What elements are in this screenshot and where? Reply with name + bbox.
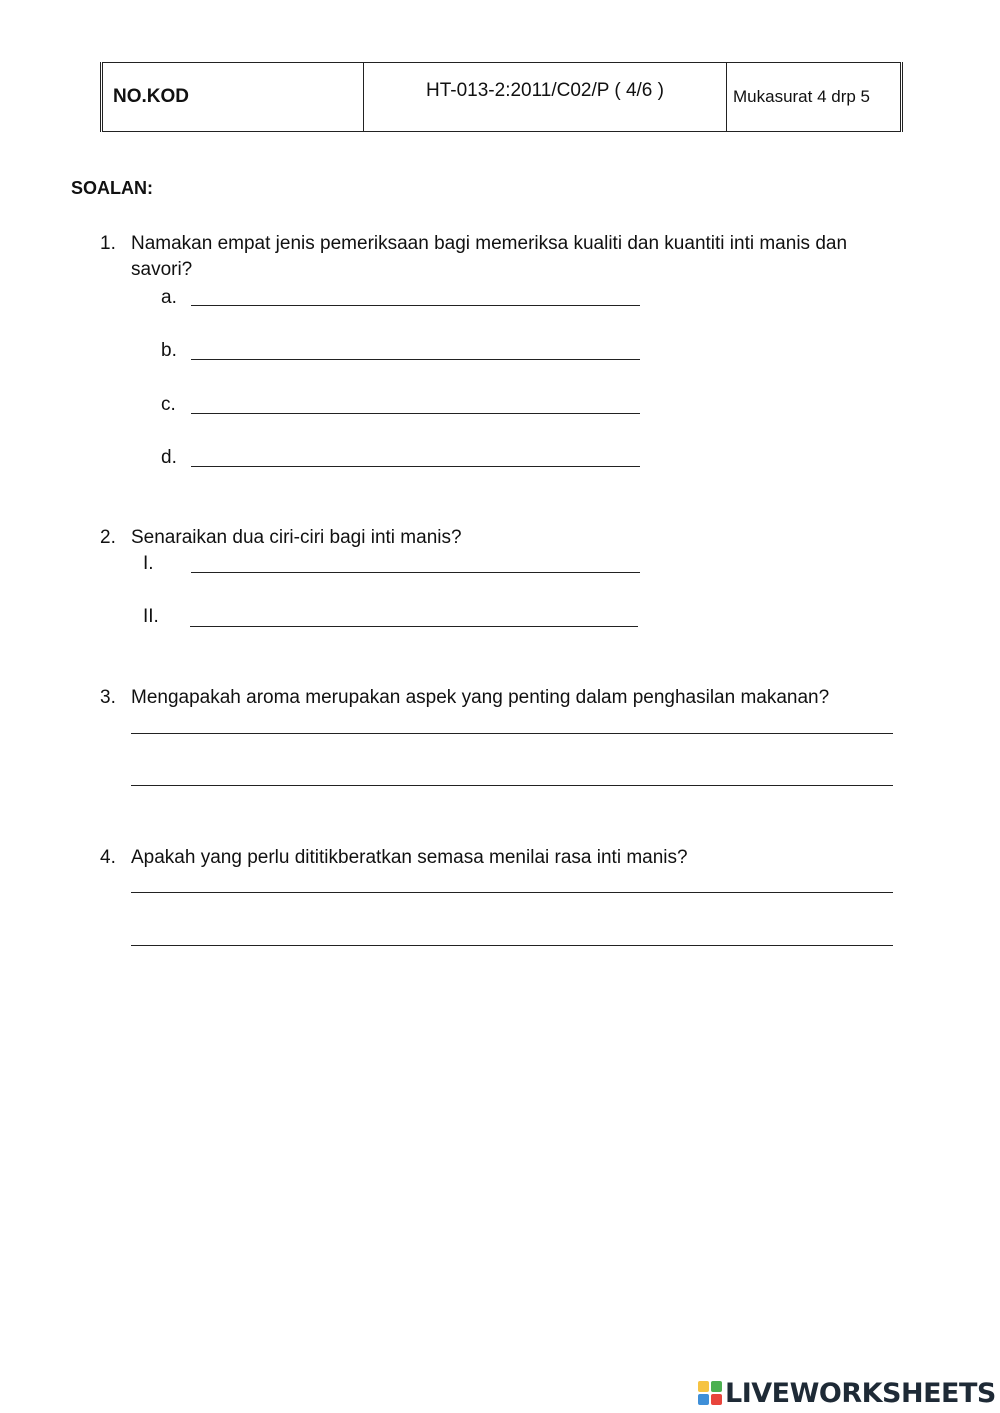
answer-line-3a[interactable] (131, 733, 893, 734)
question-text: Apakah yang perlu dititikberatkan semasa menilai rasa inti manis? (131, 847, 688, 868)
header-table (100, 62, 903, 132)
answer-line-1a[interactable] (191, 305, 640, 306)
logo-text: LIVEWORKSHEETS (725, 1377, 996, 1409)
option-label: d. (161, 447, 177, 468)
option-label: a. (161, 287, 177, 308)
option-label: c. (161, 394, 176, 415)
logo-block (698, 1394, 709, 1405)
option-label: b. (161, 340, 177, 361)
question-number: 4. (100, 847, 116, 868)
question-text: Mengapakah aroma merupakan aspek yang penting dalam penghasilan makanan? (131, 687, 830, 708)
code-label: NO.KOD (102, 63, 364, 132)
answer-line-4b[interactable] (131, 945, 893, 946)
question-text: Namakan empat jenis pemeriksaan bagi memeriksa kualiti dan kuantiti inti manis dan savori? (131, 233, 848, 280)
answer-line-2i[interactable] (191, 572, 640, 573)
answer-line-2ii[interactable] (190, 626, 638, 627)
answer-line-1c[interactable] (191, 413, 640, 414)
question-number: 3. (100, 687, 116, 708)
logo-block (711, 1381, 722, 1392)
logo-block (711, 1394, 722, 1405)
page-info: Mukasurat 4 drp 5 (727, 63, 902, 132)
option-label: II. (143, 606, 159, 627)
answer-line-1d[interactable] (191, 466, 640, 467)
question-text: Senaraikan dua ciri-ciri bagi inti manis? (131, 527, 462, 548)
code-value: HT-013-2:2011/C02/P ( 4/6 ) (426, 80, 664, 101)
logo-blocks-icon (698, 1381, 722, 1405)
liveworksheets-logo[interactable] (698, 1375, 996, 1411)
answer-line-3b[interactable] (131, 785, 893, 786)
logo-block (698, 1381, 709, 1392)
question-number: 2. (100, 527, 116, 548)
question-number: 1. (100, 233, 116, 254)
answer-line-4a[interactable] (131, 892, 893, 893)
section-title: SOALAN: (71, 178, 153, 198)
code-value-cell (364, 63, 727, 132)
answer-line-1b[interactable] (191, 359, 640, 360)
option-label: I. (143, 553, 154, 574)
